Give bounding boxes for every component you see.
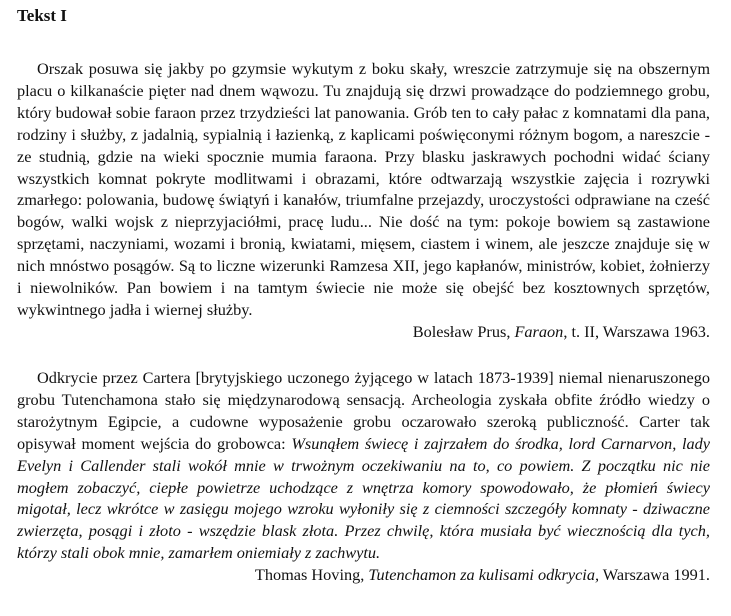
text-passage-hoving — [17, 367, 710, 586]
prus-source-author: Bolesław Prus, — [412, 321, 515, 341]
hoving-source-title: Tutenchamon za kulisami odkrycia, — [368, 565, 600, 585]
prus-body-text: Orszak posuwa się jakby po gzymsie wykutym z boku skały, wreszcie zatrzymuje się na obszernym placu o kilkanaście pięter nad dnem wąwozu. Tu znajdują się drzwi prowadzące do podziemnego grobu, który budował sobie faraon przez trzydzieści lat panowania. Grób ten to cały pałac z komnatami dla pana, rodziny i służby, z jadalnią, sypialnią i łazienką, z kaplicami poświęconymi różnym bogom, a nareszcie - ze studnią, gdzie na wieki spocznie mumia faraona. Przy blasku jaskrawych pochodni widać ściany wszystkich komnat pokryte modlitwami i obrazami, które odtwarzają wszystkie zajęcia i rozrywki zmarłego: polowania, budowę świątyń i kanałów, triumfalne przejazdy, uroczystości odprawiane na cześć bogów, walki wojsk z nieprzyjaciółmi, pracę ludu... Nie dość na tym: pokoje bowiem są zastawione sprzętami, naczyniami, wozami i bronią, kwiatami, mięsem, ciastem i winem, ale jeszcze znajduje się w nich mnóstwo posągów. Są to liczne wizerunki Ramzesa XII, jego kapłanów, ministrów, kobiet, żołnierzy i niewolników. Pan bowiem i na tamtym świecie nie może się obejść bez kosztownych sprzętów, wykwintnego jadła i wiernej służby. — [17, 59, 710, 319]
carter-quote: Wsunąłem świecę i zajrzałem do środka, lord Carnarvon, lady Evelyn i Callender stali wokół mnie w trwożnym oczekiwaniu na to, co powiem. Z początku nic nie mogłem zobaczyć, ciepłe powietrze uchodzące z wnętrza komory spowodowało, że płomień świecy migotał, lecz wkrótce w zasięgu mojego wzroku wyłoniły się z ciemności szczegóły komnaty - dziwaczne zwierzęta, posągi i złoto - wszędzie blask złota. Przez chwilę, która musiała być wiecznością dla tych, którzy stali obok mnie, zamarłem oniemiały z zachwytu. — [17, 433, 710, 563]
section-heading: Tekst I — [17, 6, 67, 25]
hoving-source-citation — [17, 564, 710, 586]
hoving-source-author: Thomas Hoving, — [254, 565, 369, 585]
text-passage-prus — [17, 58, 710, 343]
hoving-intro-text: Odkrycie przez Cartera [brytyjskiego uczonego żyjącego w latach 1873-1939] niemal nienaruszonego grobu Tutenchamona stało się międzynarodową sensacją. Archeologia zyskała obfite źródło wiedzy o starożytnym Egipcie, a cudowne wyposażenie grobu oczarowało szeroką publiczność. Carter tak opisywał moment wejścia do grobowca: — [17, 368, 710, 453]
prus-source-citation — [17, 321, 710, 343]
prus-source-title: Faraon — [514, 321, 564, 341]
prus-source-rest: , t. II, Warszawa 1963. — [563, 321, 710, 341]
hoving-source-rest: Warszawa 1991. — [599, 565, 710, 585]
